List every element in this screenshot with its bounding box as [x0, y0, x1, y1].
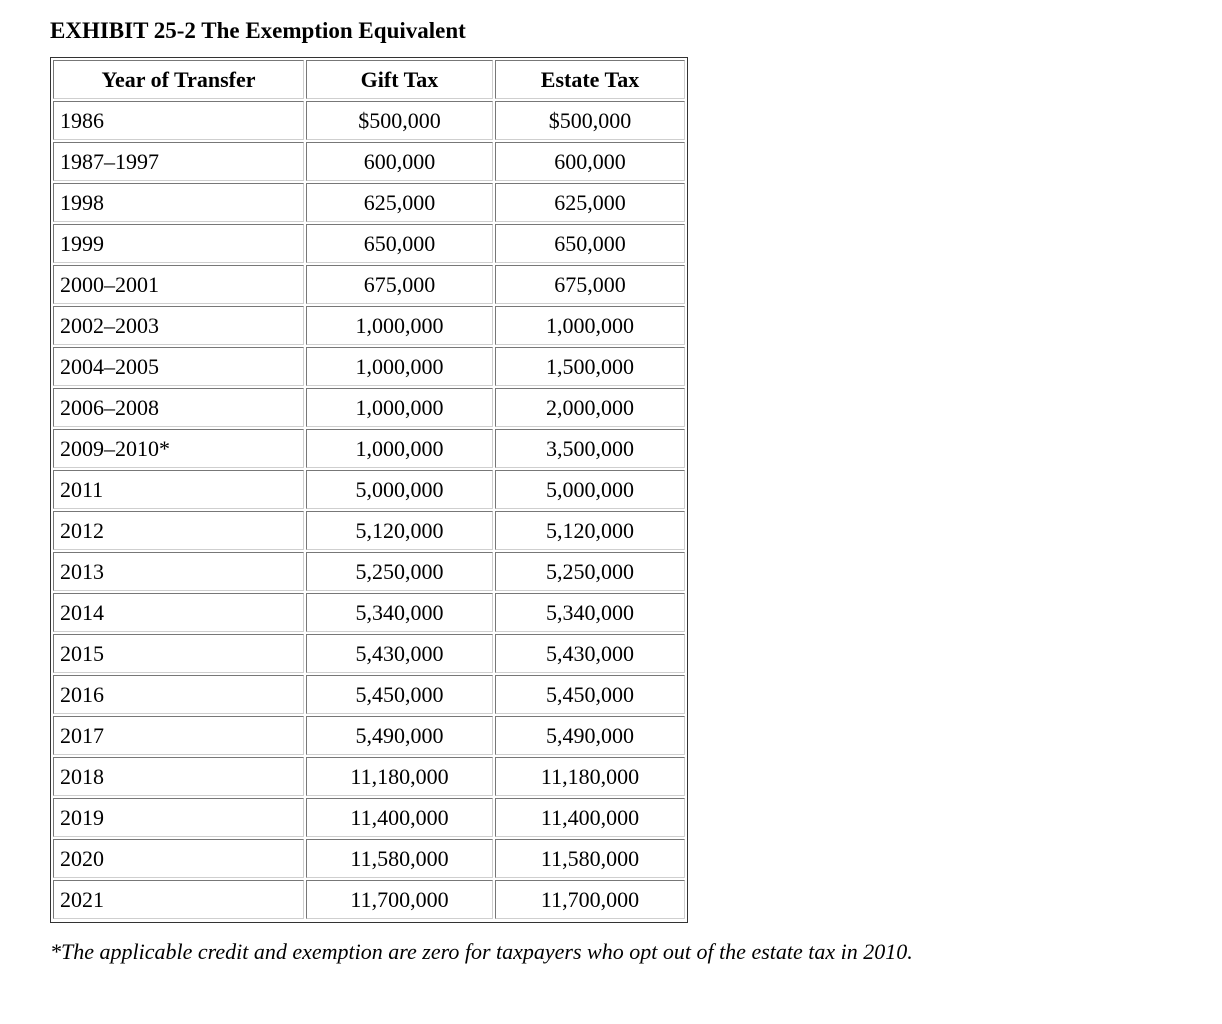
- cell-year: 2016: [53, 675, 304, 714]
- cell-year: 2021: [53, 880, 304, 919]
- cell-year: 1986: [53, 101, 304, 140]
- cell-year: 1987–1997: [53, 142, 304, 181]
- cell-gift-tax: 5,450,000: [306, 675, 493, 714]
- cell-estate-tax: 11,400,000: [495, 798, 685, 837]
- cell-estate-tax: 1,500,000: [495, 347, 685, 386]
- cell-estate-tax: 11,580,000: [495, 839, 685, 878]
- cell-gift-tax: 1,000,000: [306, 306, 493, 345]
- cell-year: 1998: [53, 183, 304, 222]
- table-grid: [53, 60, 685, 919]
- cell-gift-tax: 1,000,000: [306, 347, 493, 386]
- cell-estate-tax: 5,430,000: [495, 634, 685, 673]
- cell-year: 2012: [53, 511, 304, 550]
- cell-gift-tax: 11,580,000: [306, 839, 493, 878]
- exhibit-title: EXHIBIT 25-2 The Exemption Equivalent: [50, 18, 466, 43]
- cell-gift-tax: 5,430,000: [306, 634, 493, 673]
- cell-year: 2020: [53, 839, 304, 878]
- cell-gift-tax: 5,250,000: [306, 552, 493, 591]
- cell-year: 2014: [53, 593, 304, 632]
- cell-estate-tax: 5,340,000: [495, 593, 685, 632]
- cell-estate-tax: 11,180,000: [495, 757, 685, 796]
- cell-estate-tax: 5,450,000: [495, 675, 685, 714]
- cell-gift-tax: 600,000: [306, 142, 493, 181]
- cell-year: 2000–2001: [53, 265, 304, 304]
- header-gift-tax: Gift Tax: [306, 60, 493, 99]
- header-year-of-transfer: Year of Transfer: [53, 60, 304, 99]
- cell-year: 2002–2003: [53, 306, 304, 345]
- cell-estate-tax: 1,000,000: [495, 306, 685, 345]
- cell-gift-tax: 5,490,000: [306, 716, 493, 755]
- cell-estate-tax: 5,250,000: [495, 552, 685, 591]
- cell-gift-tax: $500,000: [306, 101, 493, 140]
- cell-year: 2017: [53, 716, 304, 755]
- cell-gift-tax: 1,000,000: [306, 429, 493, 468]
- cell-year: 2004–2005: [53, 347, 304, 386]
- cell-estate-tax: 5,490,000: [495, 716, 685, 755]
- cell-year: 2009–2010*: [53, 429, 304, 468]
- cell-gift-tax: 625,000: [306, 183, 493, 222]
- cell-estate-tax: 2,000,000: [495, 388, 685, 427]
- cell-gift-tax: 5,340,000: [306, 593, 493, 632]
- cell-estate-tax: $500,000: [495, 101, 685, 140]
- cell-year: 2006–2008: [53, 388, 304, 427]
- cell-estate-tax: 650,000: [495, 224, 685, 263]
- header-estate-tax: Estate Tax: [495, 60, 685, 99]
- cell-gift-tax: 675,000: [306, 265, 493, 304]
- cell-year: 2015: [53, 634, 304, 673]
- cell-gift-tax: 5,000,000: [306, 470, 493, 509]
- cell-gift-tax: 5,120,000: [306, 511, 493, 550]
- cell-estate-tax: 675,000: [495, 265, 685, 304]
- cell-year: 2013: [53, 552, 304, 591]
- cell-gift-tax: 650,000: [306, 224, 493, 263]
- exemption-table: [50, 57, 688, 923]
- cell-estate-tax: 11,700,000: [495, 880, 685, 919]
- cell-estate-tax: 625,000: [495, 183, 685, 222]
- cell-estate-tax: 5,000,000: [495, 470, 685, 509]
- cell-gift-tax: 11,400,000: [306, 798, 493, 837]
- cell-estate-tax: 5,120,000: [495, 511, 685, 550]
- cell-estate-tax: 3,500,000: [495, 429, 685, 468]
- cell-gift-tax: 1,000,000: [306, 388, 493, 427]
- cell-year: 1999: [53, 224, 304, 263]
- cell-year: 2011: [53, 470, 304, 509]
- footnote: *The applicable credit and exemption are zero for taxpayers who opt out of the estate tax in 2010.: [50, 939, 913, 964]
- cell-estate-tax: 600,000: [495, 142, 685, 181]
- cell-year: 2018: [53, 757, 304, 796]
- cell-gift-tax: 11,700,000: [306, 880, 493, 919]
- cell-gift-tax: 11,180,000: [306, 757, 493, 796]
- cell-year: 2019: [53, 798, 304, 837]
